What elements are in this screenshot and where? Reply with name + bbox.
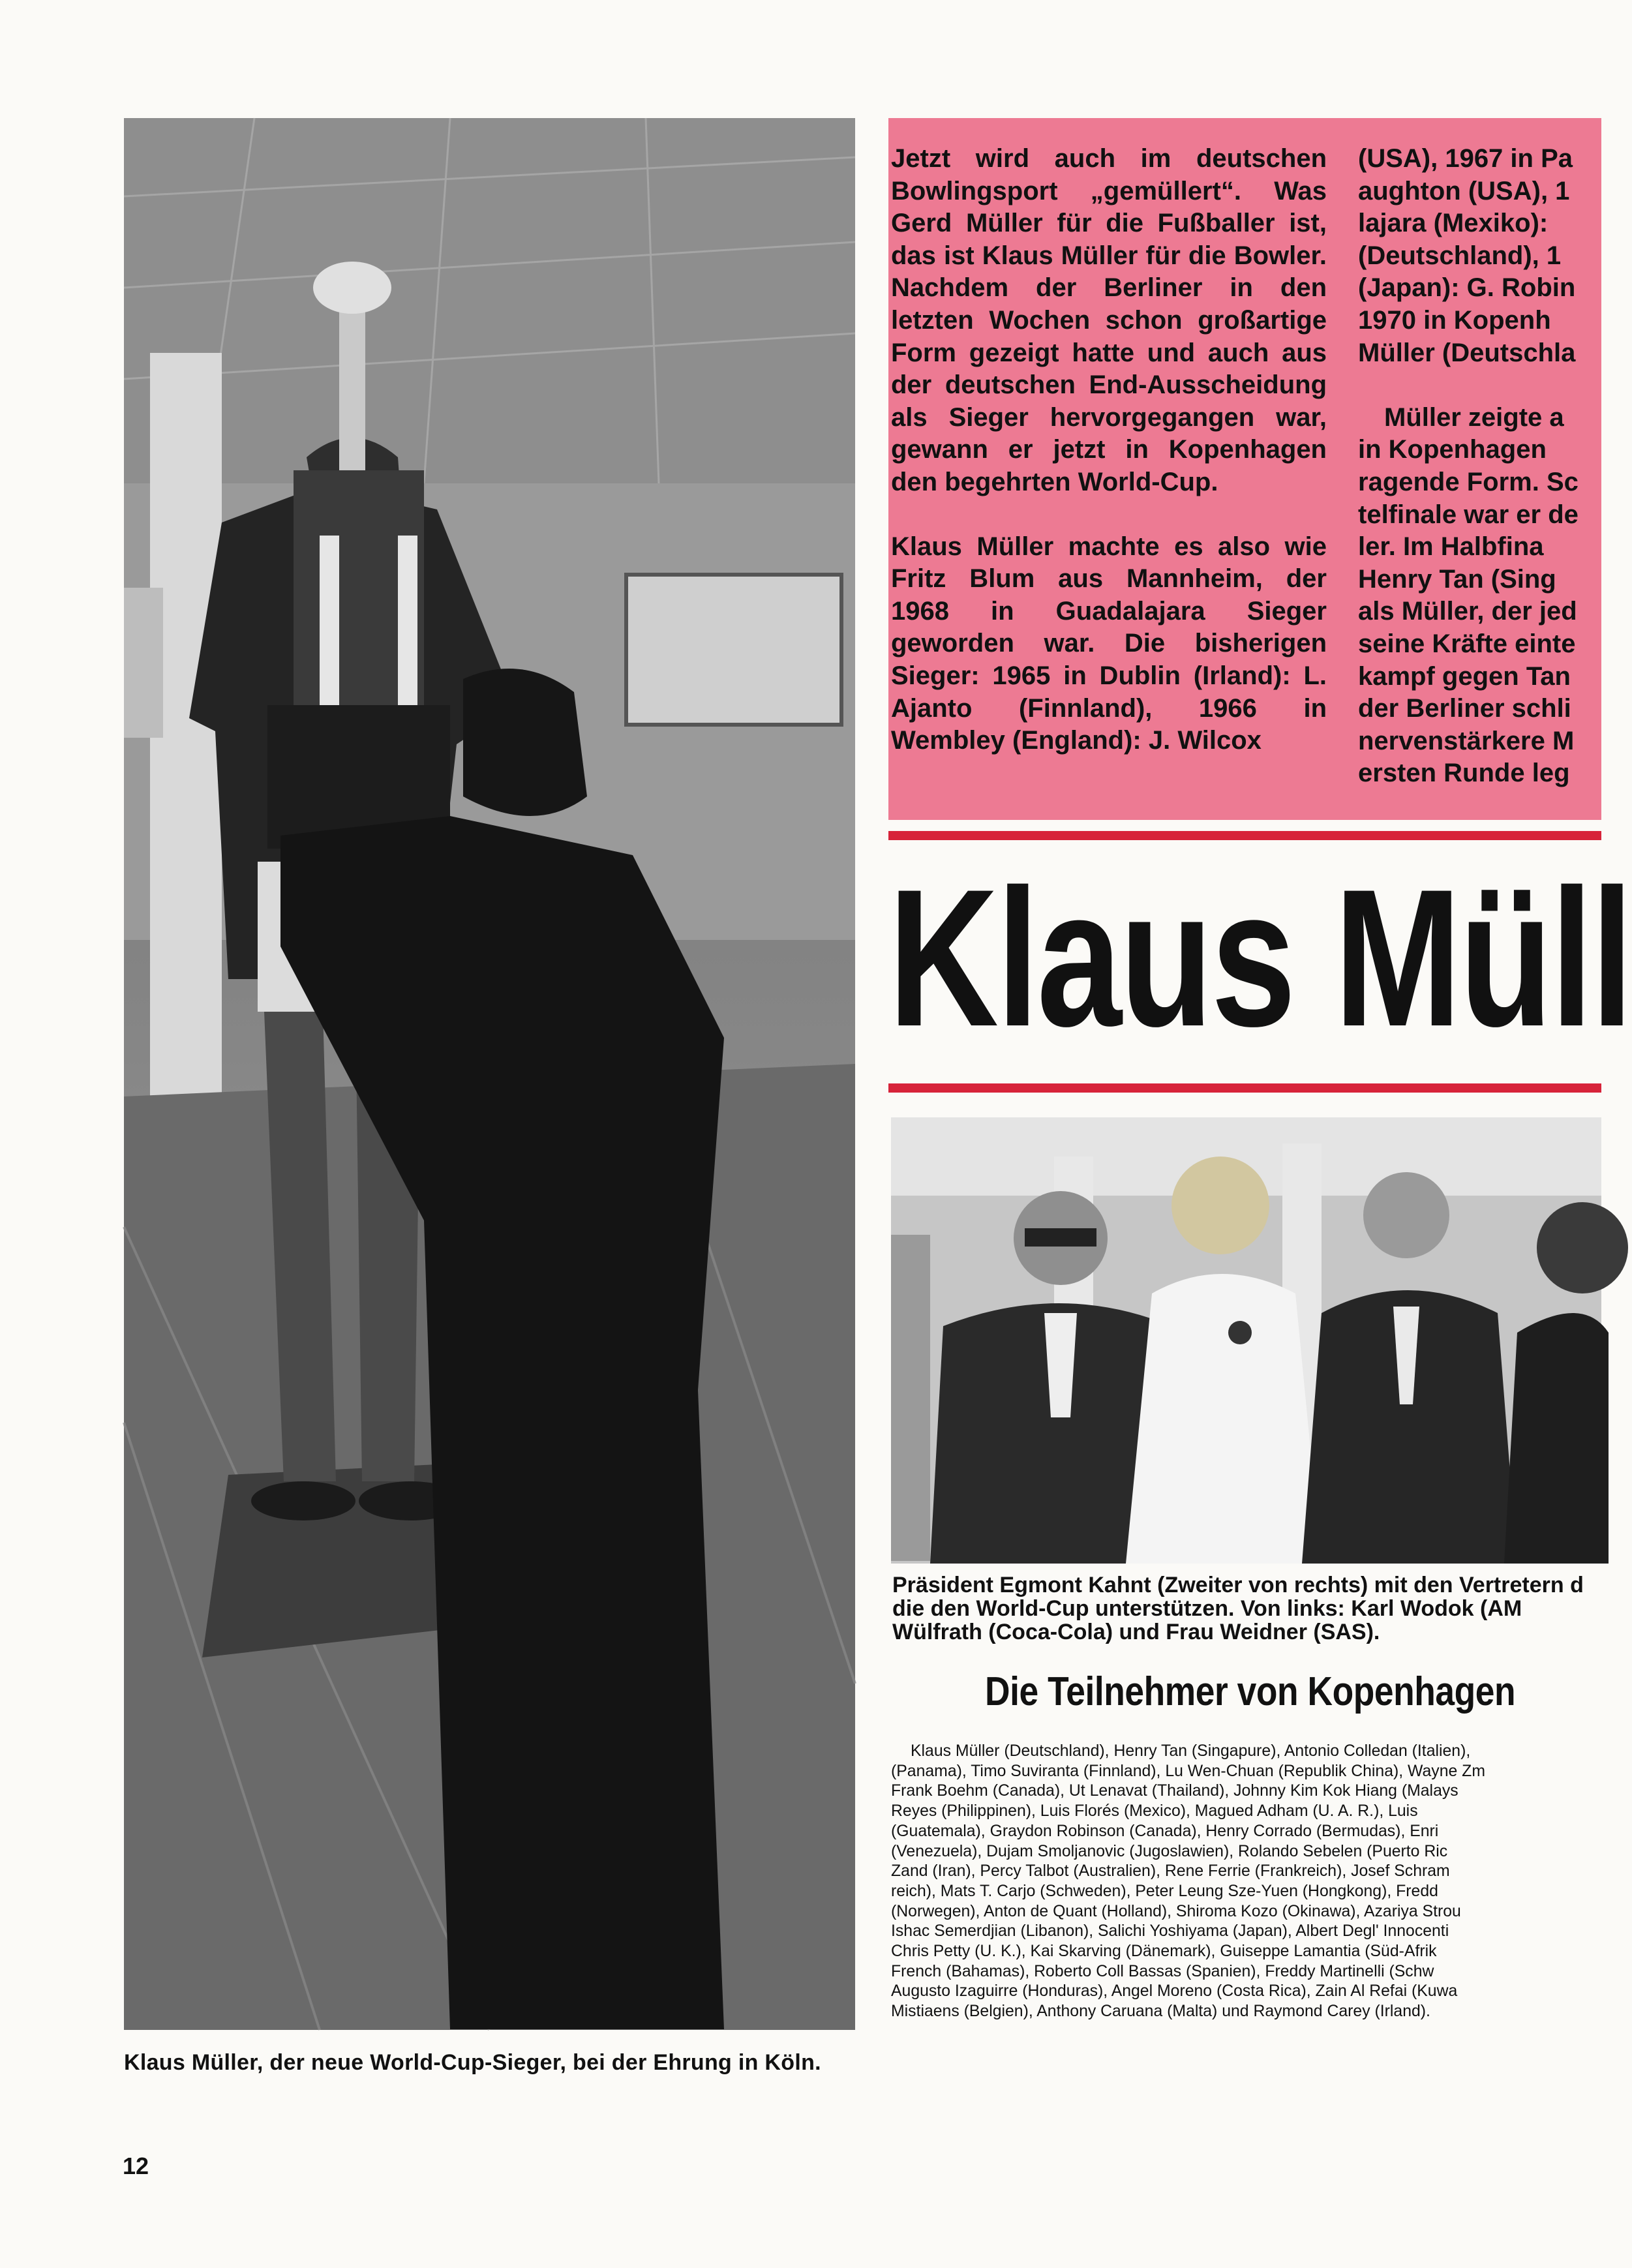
- article-line: ersten Runde leg: [1358, 759, 1570, 788]
- red-rule-top: [888, 831, 1601, 840]
- article-line: (Deutschland), 1: [1358, 241, 1562, 270]
- trophy-ceremony-photo-icon: [124, 118, 855, 2030]
- headline: Klaus Müll: [888, 848, 1631, 1067]
- participants-line: Augusto Izaguirre (Honduras), Angel Moreno (Costa Rica), Zain Al Refai (Kuwa: [891, 1982, 1458, 2001]
- participants-line: reich), Mats T. Carjo (Schweden), Peter Leung Sze-Yuen (Hongkong), Fredd: [891, 1882, 1438, 1900]
- article-box: [888, 118, 1601, 820]
- article-line: telfinale war er de: [1358, 500, 1579, 529]
- participants-line: Chris Petty (U. K.), Kai Skarving (Dänemark), Guiseppe Lamantia (Süd-Afrik: [891, 1943, 1437, 1961]
- article-line: seine Kräfte einte: [1358, 629, 1576, 658]
- participants-line: (Venezuela), Dujam Smoljanovic (Jugoslawien), Rolando Sebelen (Puerto Ric: [891, 1842, 1448, 1860]
- caption-line: Wülfrath (Coca-Cola) und Frau Weidner (SAS).: [892, 1620, 1380, 1644]
- article-line: lajara (Mexiko):: [1358, 209, 1549, 238]
- participants-line: Zand (Iran), Percy Talbot (Australien), Rene Ferrie (Frankreich), Josef Schram: [891, 1862, 1450, 1881]
- participants-line: Mistiaens (Belgien), Anthony Caruana (Malta) und Raymond Carey (Irland).: [891, 2003, 1430, 2021]
- participants-line: Ishac Semerdjian (Libanon), Salichi Yoshiyama (Japan), Albert Degl' Innocenti: [891, 1922, 1449, 1941]
- article-line: nervenstärkere M: [1358, 726, 1575, 755]
- article-column-2: [1358, 143, 1632, 790]
- participants-line: (Panama), Timo Suviranta (Finnland), Lu Wen-Chuan (Republik China), Wayne Zm: [891, 1762, 1485, 1780]
- article-line: kampf gegen Tan: [1358, 661, 1571, 691]
- trophy-ceremony-photo: [124, 118, 855, 2030]
- participants-title: Die Teilnehmer von Kopenhagen: [985, 1669, 1516, 1714]
- photo-caption-left: Klaus Müller, der neue World-Cup-Sieger, bei der Ehrung in Köln.: [124, 2050, 821, 2075]
- article-line: als Müller, der jed: [1358, 597, 1577, 626]
- article-line: in Kopenhagen: [1358, 435, 1547, 464]
- group-portrait-photo: [891, 1117, 1601, 1564]
- participants-line: (Norwegen), Anton de Quant (Holland), Shiroma Kozo (Okinawa), Azariya Strou: [891, 1902, 1461, 1920]
- article-column-1: [888, 143, 1327, 789]
- participants-line: Reyes (Philippinen), Luis Florés (Mexico), Magued Adham (U. A. R.), Luis: [891, 1802, 1418, 1821]
- participants-line: Klaus Müller (Deutschland), Henry Tan (Singapure), Antonio Colledan (Italien),: [911, 1742, 1471, 1760]
- caption-line: Präsident Egmont Kahnt (Zweiter von rechts) mit den Vertretern d: [892, 1573, 1584, 1597]
- article-paragraph-2: Klaus Müller machte es also wie Fritz Blum aus Mannheim, der 1968 in Guadalajara Sieger geworden war. Die bisherigen Sieger: 1965 in Dublin (Irland): L. Ajanto (Finnland), 1966 in Wembley (England): J. Wilcox: [891, 532, 1327, 755]
- article-line: ler. Im Halbfina: [1358, 532, 1544, 562]
- article-line: der Berliner schli: [1358, 694, 1571, 723]
- article-line: aughton (USA), 1: [1358, 176, 1570, 205]
- group-portrait-photo-icon: [891, 1117, 1601, 1564]
- paragraph-gap: [1358, 369, 1632, 402]
- red-rule-bottom: [888, 1083, 1601, 1093]
- article-line: 1970 in Kopenh: [1358, 305, 1551, 335]
- photo-caption-right: [892, 1573, 1601, 1644]
- article-paragraph-1: Jetzt wird auch im deutschen Bowlingsport „gemüllert“. Was Gerd Müller für die Fußballer ist, das ist Klaus Müller für die Bowler. Nachdem der Berliner in den letzten Wochen schon großartige Form gezeigt hatte und auch aus der deutschen End-Ausscheidung als Sieger hervorgegangen war, gewann er jetzt in Kopenhagen den begehrten World-Cup.: [891, 144, 1327, 496]
- article-line: Müller (Deutschla: [1358, 338, 1576, 367]
- caption-line: die den World-Cup unterstützen. Von links: Karl Wodok (AM: [892, 1596, 1522, 1621]
- participants-line: French (Bahamas), Roberto Coll Bassas (Spanien), Freddy Martinelli (Schw: [891, 1962, 1434, 1980]
- article-line: (USA), 1967 in Pa: [1358, 144, 1573, 173]
- article-line: Müller zeigte a: [1384, 402, 1564, 432]
- page-number: 12: [123, 2153, 149, 2179]
- article-line: ragende Form. Sc: [1358, 467, 1579, 496]
- article-line: Henry Tan (Sing: [1358, 564, 1556, 594]
- participants-list: [891, 1742, 1601, 2022]
- participants-line: Frank Boehm (Canada), Ut Lenavat (Thailand), Johnny Kim Kok Hiang (Malays: [891, 1782, 1458, 1800]
- participants-line: (Guatemala), Graydon Robinson (Canada), Henry Corrado (Bermudas), Enri: [891, 1822, 1439, 1840]
- article-line: (Japan): G. Robin: [1358, 273, 1576, 303]
